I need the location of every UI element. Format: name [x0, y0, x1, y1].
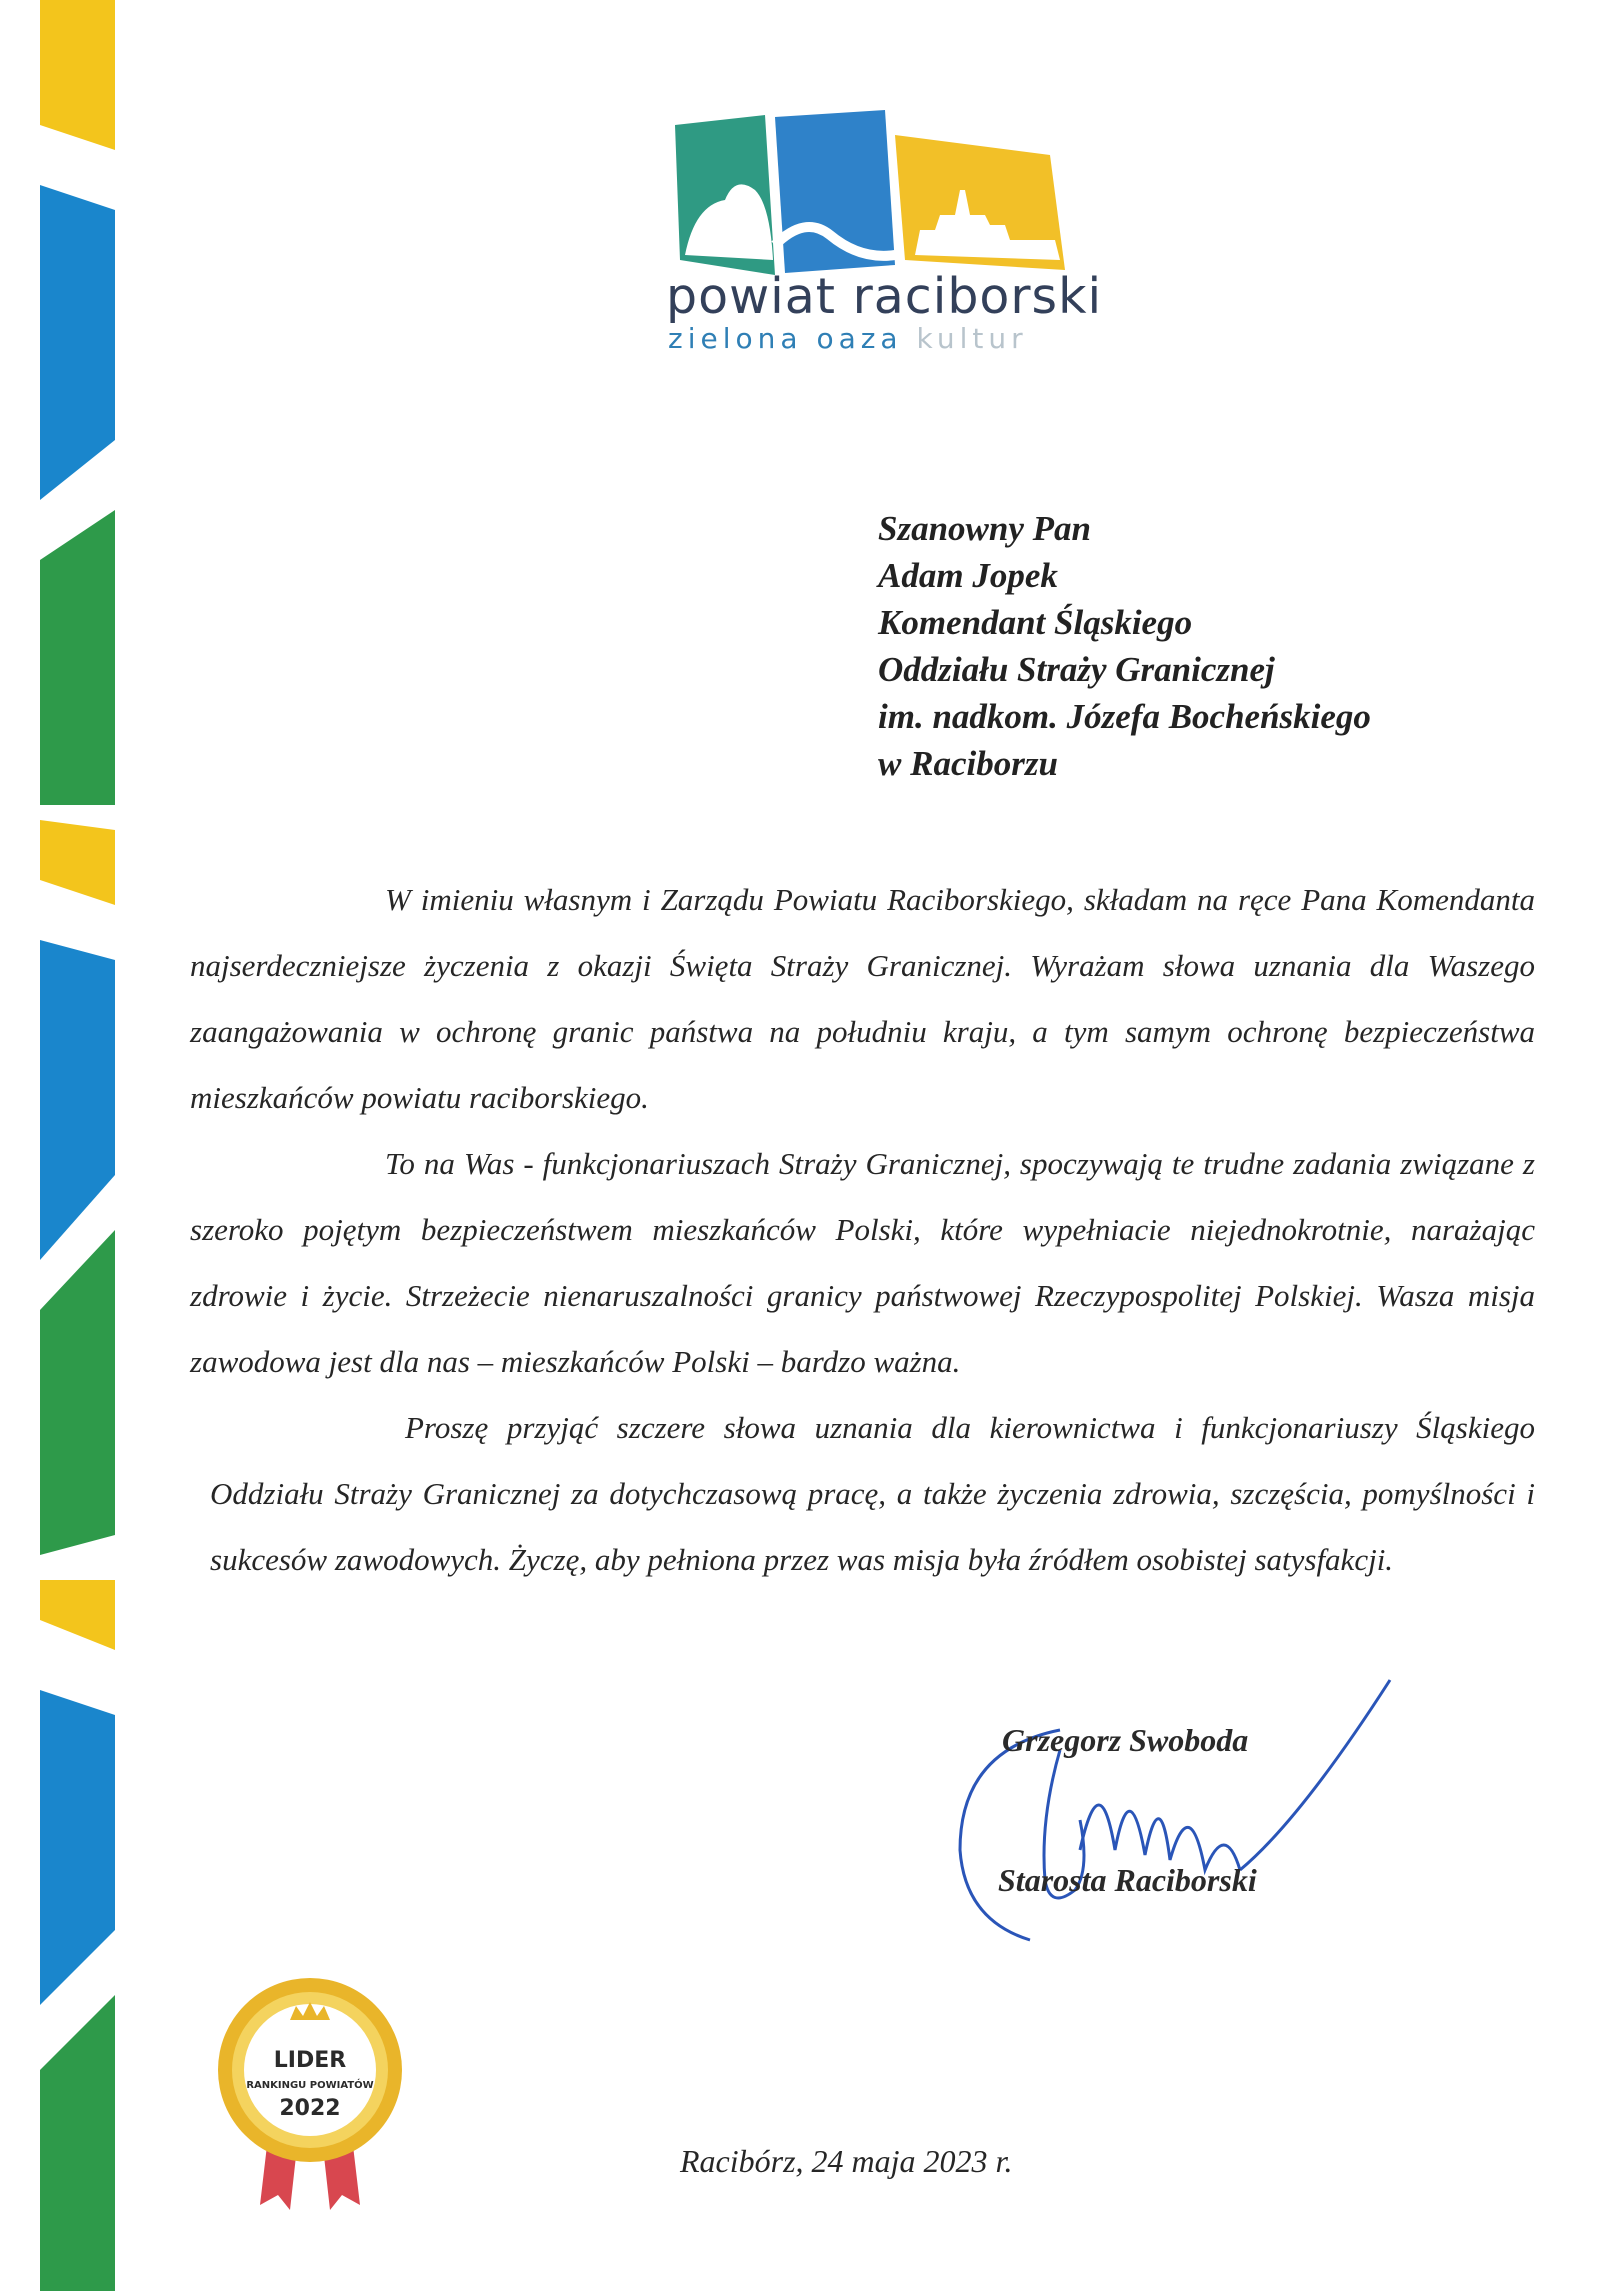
logo-name: powiat raciborski — [666, 268, 1103, 325]
recipient-line: w Raciborzu — [878, 744, 1058, 783]
logo-tagline-word-3: kultur — [916, 322, 1028, 355]
letter-body — [190, 867, 1535, 1593]
signatory-name: Grzegorz Swoboda — [1002, 1722, 1249, 1758]
badge-ranking-label: RANKINGU POWIATÓW — [246, 2080, 374, 2091]
body-paragraph-3: Proszę przyjąć szczere słowa uznania dla kierownictwa i funkcjonariuszy Śląskiego Oddziału Straży Granicznej za dotychczasową pracę, a także życzenia zdrowia, szczęścia, pomyślności i sukcesów zawodowych. Życzę, aby pełniona przez was misja była źródłem osobistej satysfakcji. — [210, 1410, 1535, 1577]
body-paragraph-1: W imieniu własnym i Zarządu Powiatu Raciborskiego, składam na ręce Pana Komendanta najserdeczniejsze życzenia z okazji Święta Straży Granicznej. Wyrażam słowa uznania dla Waszego zaangażowania w ochronę granic państwa na południu kraju, a tym samym ochronę bezpieczeństwa mieszkańców powiatu raciborskiego. — [190, 882, 1535, 1115]
recipient-line: Oddziału Straży Granicznej — [878, 650, 1275, 689]
signatory-title: Starosta Raciborski — [998, 1862, 1257, 1898]
logo-tagline — [668, 322, 1028, 355]
decorative-left-stripe — [0, 0, 130, 2291]
badge-lider-label: LIDER — [273, 2048, 347, 2073]
recipient-line: Komendant Śląskiego — [878, 603, 1193, 642]
recipient-line: Adam Jopek — [878, 556, 1058, 595]
body-paragraph-2: To na Was - funkcjonariuszach Straży Granicznej, spoczywają te trudne zadania związane z szeroko pojętym bezpieczeństwem mieszkańców Polski, które wypełniacie niejednokrotnie, narażając zdrowie i życie. Strzeżecie nienaruszalności granicy państwowej Rzeczypospolitej Polskiej. Wasza misja zawodowa jest dla nas – mieszkańców Polski – bardzo ważna. — [190, 1146, 1535, 1379]
recipient-line: Szanowny Pan — [878, 509, 1091, 548]
lider-badge-seal — [210, 1970, 410, 2220]
handwritten-signature — [940, 1670, 1400, 1970]
badge-year-label: 2022 — [279, 2096, 341, 2121]
logo-tagline-word-2: oaza — [816, 322, 903, 355]
recipient-block — [878, 505, 1578, 787]
logo-tagline-word-1: zielona — [668, 322, 803, 355]
recipient-line: im. nadkom. Józefa Bocheńskiego — [878, 697, 1371, 736]
letter-date: Racibórz, 24 maja 2023 r. — [680, 2143, 1013, 2179]
